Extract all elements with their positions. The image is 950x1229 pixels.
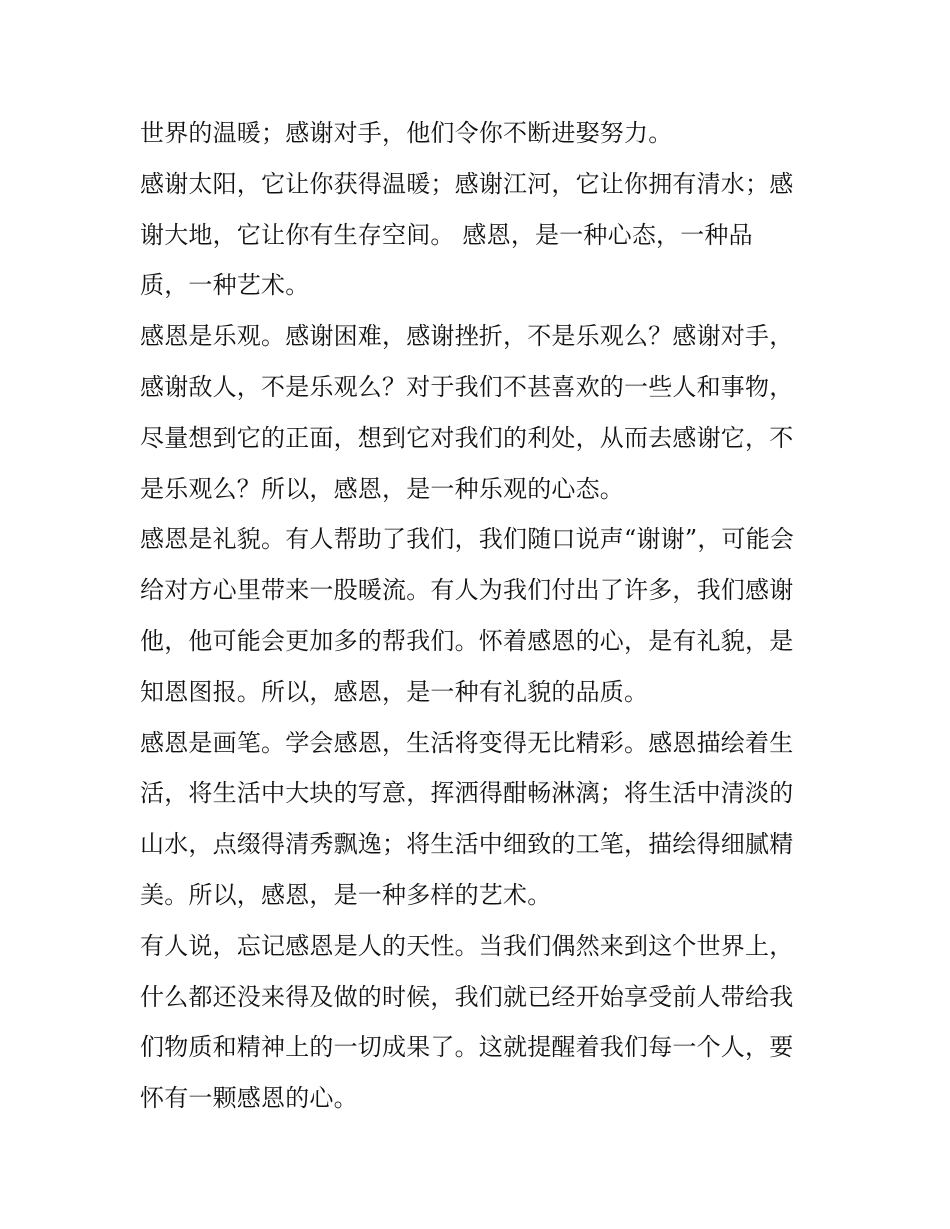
- text-line: 怀有一颗感恩的心。: [140, 1084, 358, 1113]
- text-line: 感恩是乐观。感谢困难，感谢挫折，不是乐观么？感谢对手，: [140, 322, 794, 351]
- text-line: 是乐观么？所以，感恩，是一种乐观的心态。: [140, 474, 624, 503]
- text-line: 们物质和精神上的一切成果了。这就提醒着我们每一个人，要: [140, 1033, 794, 1062]
- text-line: 尽量想到它的正面，想到它对我们的利处，从而去感谢它，不: [140, 423, 794, 452]
- text-line: 知恩图报。所以，感恩，是一种有礼貌的品质。: [140, 677, 649, 706]
- text-line: 美。所以，感恩，是一种多样的艺术。: [140, 880, 552, 909]
- text-line: 有人说，忘记感恩是人的天性。当我们偶然来到这个世界上，: [140, 931, 794, 960]
- text-line: 山水，点缀得清秀飘逸；将生活中细致的工笔，描绘得细腻精: [140, 830, 794, 859]
- text-line: 感谢太阳，它让你获得温暖；感谢江河，它让你拥有清水；感: [140, 169, 794, 198]
- text-line: 世界的温暖；感谢对手，他们令你不断进娶努力。: [140, 119, 673, 147]
- text-line: 给对方心里带来一股暖流。有人为我们付出了许多，我们感谢: [140, 576, 794, 605]
- text-line: 他，他可能会更加多的帮我们。怀着感恩的心，是有礼貌，是: [140, 626, 794, 655]
- text-line: 活，将生活中大块的写意，挥洒得酣畅淋漓；将生活中清淡的: [140, 779, 794, 808]
- document-body: [140, 108, 820, 1124]
- text-line: 什么都还没来得及做的时候，我们就已经开始享受前人带给我: [140, 982, 794, 1011]
- text-line: 感谢敌人，不是乐观么？对于我们不甚喜欢的一些人和事物，: [140, 372, 794, 401]
- text-line: 感恩是礼貌。有人帮助了我们，我们随口说声“谢谢”，可能会: [140, 525, 795, 554]
- text-line: 谢大地，它让你有生存空间。 感恩，是一种心态，一种品: [140, 220, 753, 249]
- text-line: 感恩是画笔。学会感恩，生活将变得无比精彩。感恩描绘着生: [140, 728, 794, 757]
- text-line: 质，一种艺术。: [140, 271, 310, 300]
